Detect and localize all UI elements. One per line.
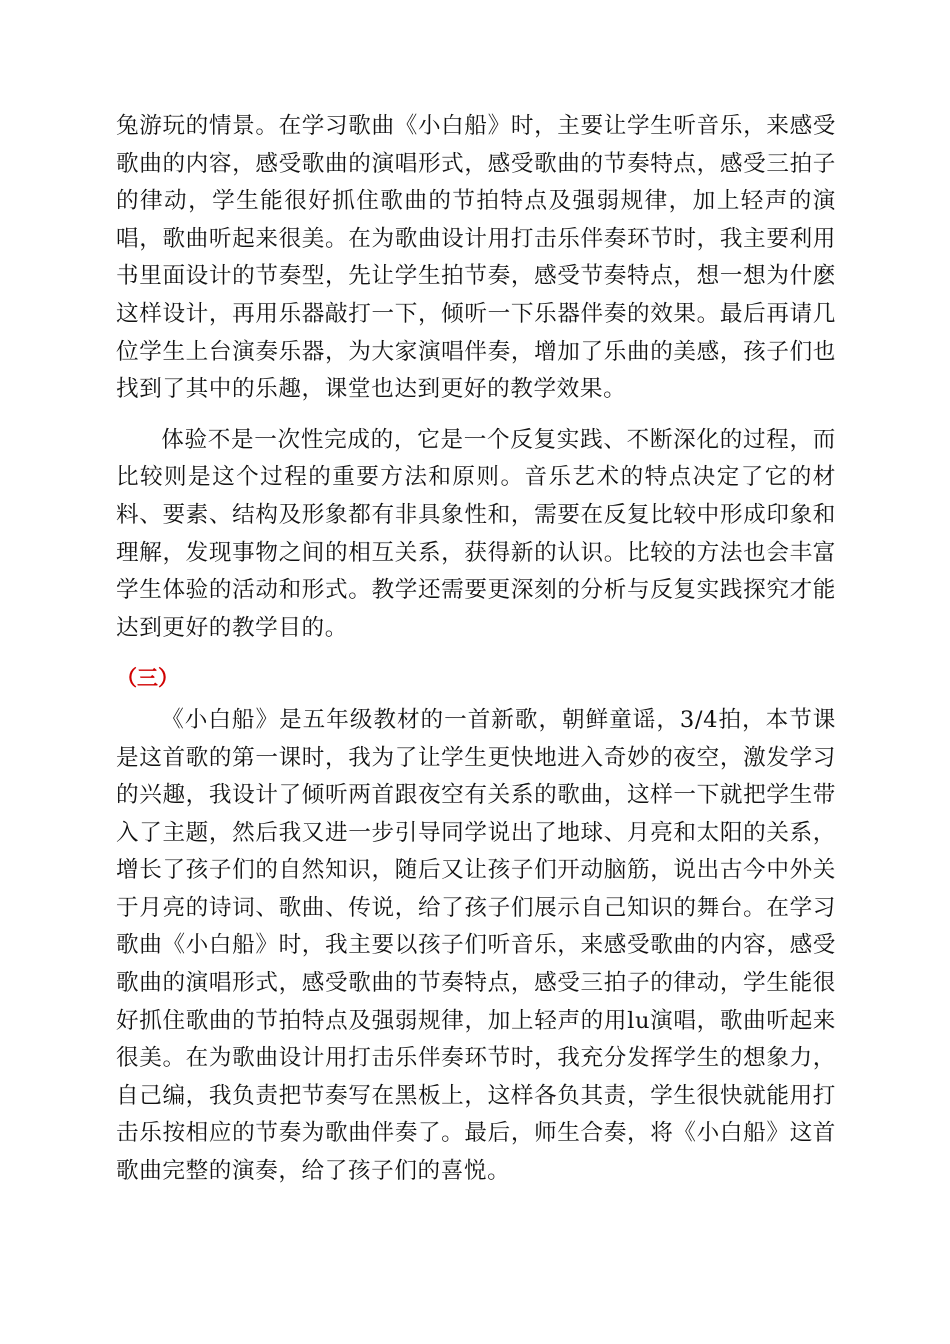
paragraph-experience: 体验不是一次性完成的，它是一个反复实践、不断深化的过程，而比较则是这个过程的重要方法和原则。音乐艺术的特点决定了它的材料、要素、结构及形象都有非具象性和，需要在反复比较中形成印象和理解，发现事物之间的相互关系，获得新的认识。比较的方法也会丰富学生体验的活动和形式。教学还需要更深刻的分析与反复实践探究才能达到更好的教学目的。	[116, 426, 836, 641]
document-body	[116, 108, 836, 1191]
paragraph-continuation: 兔游玩的情景。在学习歌曲《小白船》时，主要让学生听音乐，来感受歌曲的内容，感受歌曲的演唱形式，感受歌曲的节奏特点，感受三拍子的律动，学生能很好抓住歌曲的节拍特点及强弱规律，加上轻声的演唱，歌曲听起来很美。在为歌曲设计用打击乐伴奏环节时，我主要利用书里面设计的节奏型，先让学生拍节奏，感受节奏特点，想一想为什麽这样设计，再用乐器敲打一下，倾听一下乐器伴奏的效果。最后再请几位学生上台演奏乐器，为大家演唱伴奏，增加了乐曲的美感，孩子们也找到了其中的乐趣，课堂也达到更好的教学效果。	[116, 113, 836, 403]
section-heading: （三）	[116, 666, 179, 691]
paragraph-little-white-boat: 《小白船》是五年级教材的一首新歌，朝鲜童谣，3/4拍，本节课是这首歌的第一课时，我为了让学生更快地进入奇妙的夜空，激发学习的兴趣，我设计了倾听两首跟夜空有关系的歌曲，这样一下就把学生带入了主题，然后我又进一步引导同学说出了地球、月亮和太阳的关系，增长了孩子们的自然知识，随后又让孩子们开动脑筋，说出古今中外关于月亮的诗词、歌曲、传说，给了孩子们展示自己知识的舞台。在学习歌曲《小白船》时，我主要以孩子们听音乐，来感受歌曲的内容，感受歌曲的演唱形式，感受歌曲的节奏特点，感受三拍子的律动，学生能很好抓住歌曲的节拍特点及强弱规律，加上轻声的用lu演唱，歌曲听起来很美。在为歌曲设计用打击乐伴奏环节时，我充分发挥学生的想象力，自己编，我负责把节奏写在黑板上，这样各负其责，学生很快就能用打击乐按相应的节奏为歌曲伴奏了。最后，师生合奏，将《小白船》这首歌曲完整的演奏，给了孩子们的喜悦。	[116, 706, 836, 1185]
